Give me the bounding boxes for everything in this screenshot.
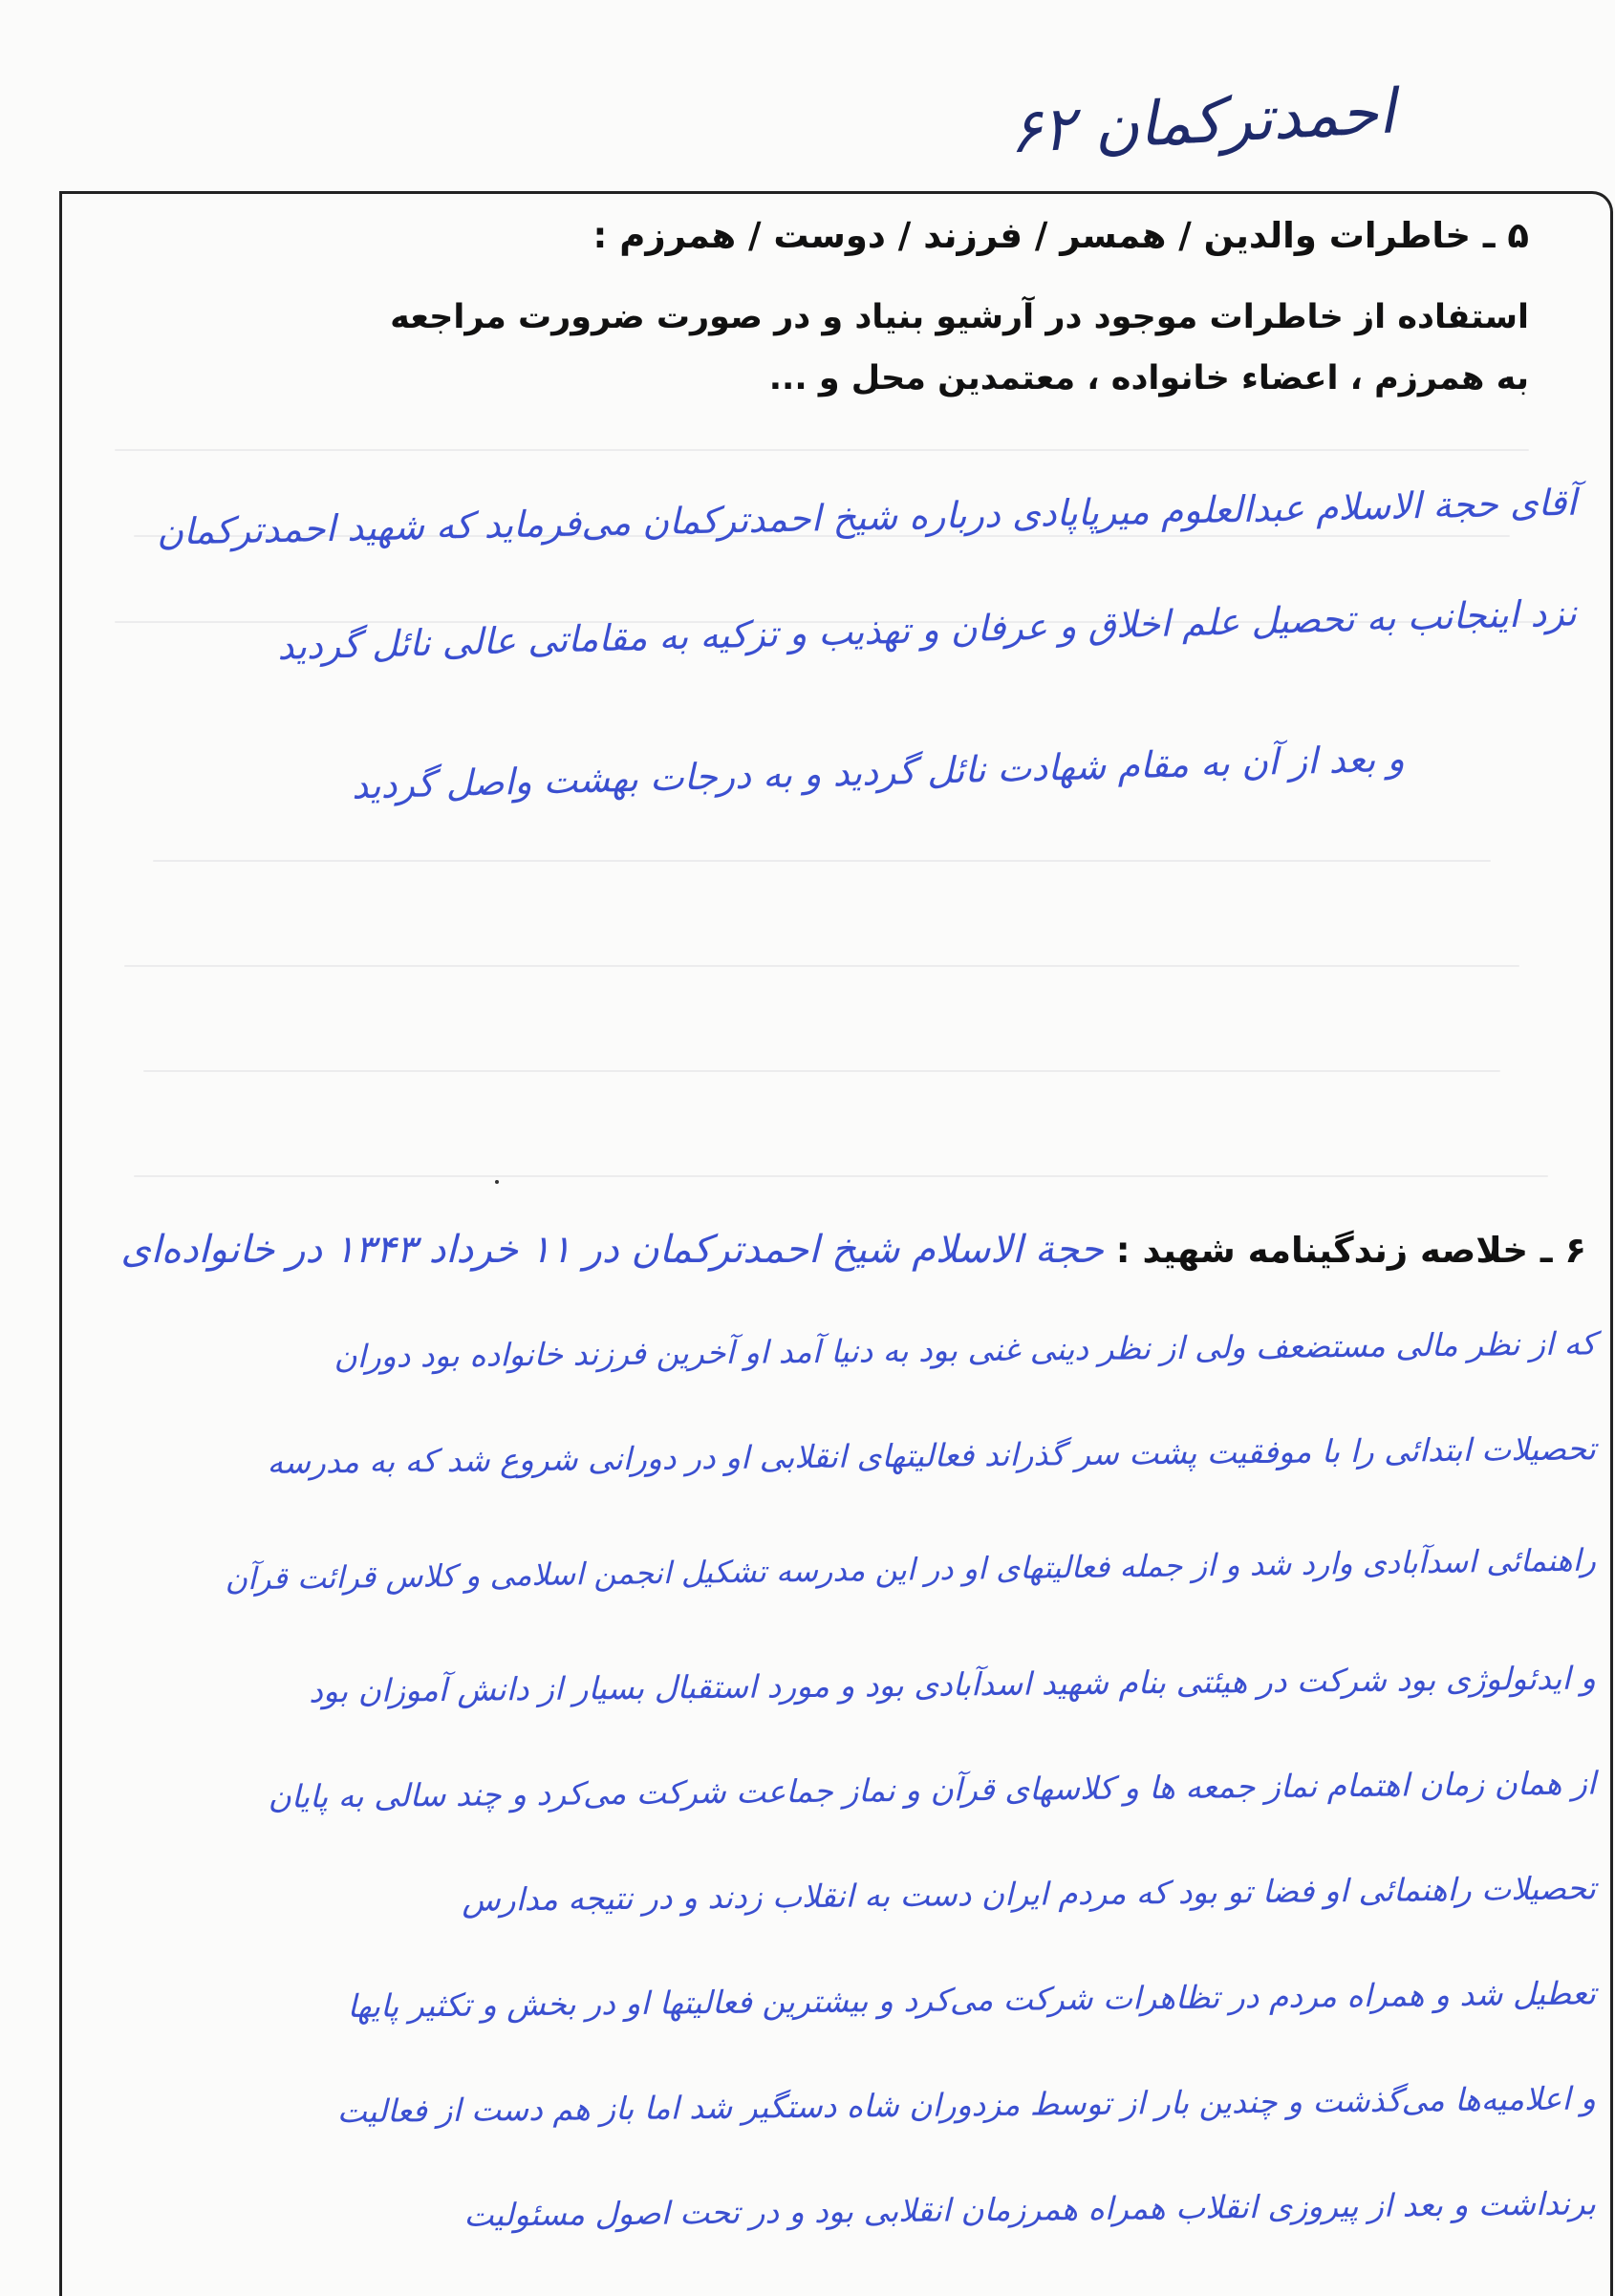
section6-heading-handwritten: حجة الاسلام شیخ احمدترکمان در ۱۱ خرداد ۱۳۴۳ در خانواده‌ای — [120, 1228, 1104, 1272]
section6-handwritten-line1: که از نظر مالی مستضعف ولی از نظر دینی غنی بود به دنیا آمد او آخرین فرزند خانواده بود دوران — [334, 1324, 1597, 1376]
section6-handwritten-line3: راهنمائی اسدآبادی وارد شد و از جمله فعالیتهای او در این مدرسه تشکیل انجمن اسلامی و کلاس قرائت قرآن — [225, 1541, 1597, 1598]
section5-instruction-line1: استفاده از خاطرات موجود در آرشیو بنیاد و در صورت ضرورت مراجعه — [390, 298, 1529, 336]
section6-handwritten-line7: تعطیل شد و همراه مردم در تظاهرات شرکت می‌کرد و بیشترین فعالیتها او در بخش و تکثیر پایها — [347, 1974, 1597, 2026]
section5-handwritten-line3: و بعد از آن به مقام شهادت نائل گردید و به درجات بهشت واصل گردید — [351, 737, 1406, 807]
section6-handwritten-line5: از همان زمان اهتمام نماز جمعه ها و کلاسهای قرآن و نماز جماعت شرکت می‌کرد و چند سالی به پایان — [268, 1764, 1597, 1815]
section6-handwritten-line4: و ایدئولوژی بود شرکت در هیئتی بنام شهید اسدآبادی بود و مورد استقبال بسیار از دانش آموزان بود — [308, 1659, 1597, 1710]
section5-handwritten-line2: نزد اینجانب به تحصیل علم اخلاق و عرفان و تهذیب و تزکیه به مقاماتی عالی نائل گردید — [276, 591, 1578, 668]
section6-handwritten-line2: تحصیلات ابتدائی را با موفقیت پشت سر گذراند فعالیتهای انقلابی او در دورانی شروع شد که به مدرسه — [267, 1429, 1597, 1481]
section5-heading: ۵ ـ خاطرات والدین / همسر / فرزند / دوست / همرزم : — [592, 215, 1529, 256]
section6-heading: ۶ ـ خلاصه زندگینامه شهید : — [1115, 1230, 1586, 1271]
section6-heading-row — [19, 1228, 1586, 1272]
section5-instruction-line2: به همرزم ، اعضاء خانواده ، معتمدین محل و ... — [768, 359, 1529, 397]
section6-handwritten-line9: برنداشت و بعد از پیروزی انقلاب همراه همرزمان انقلابی بود و در تحت اصول مسئولیت — [463, 2184, 1597, 2234]
section6-handwritten-line6: تحصیلات راهنمائی او فضا تو بود که مردم ایران دست به انقلاب زدند و در نتیجه مدارس — [462, 1869, 1597, 1919]
section5-handwritten-line1: آقای حجة الاسلام عبدالعلوم میرپاپادی درباره شیخ احمدترکمان می‌فرماید که شهید احمدترکمان — [156, 481, 1578, 553]
section6-handwritten-line8: و اعلامیه‌ها می‌گذشت و چندین بار از توسط مزدوران شاه دستگیر شد اما باز هم دست از فعالیت — [336, 2079, 1597, 2131]
handwritten-file-label: احمدترکمان ۶۲ — [1007, 76, 1397, 168]
section5-instruction — [96, 287, 1529, 409]
